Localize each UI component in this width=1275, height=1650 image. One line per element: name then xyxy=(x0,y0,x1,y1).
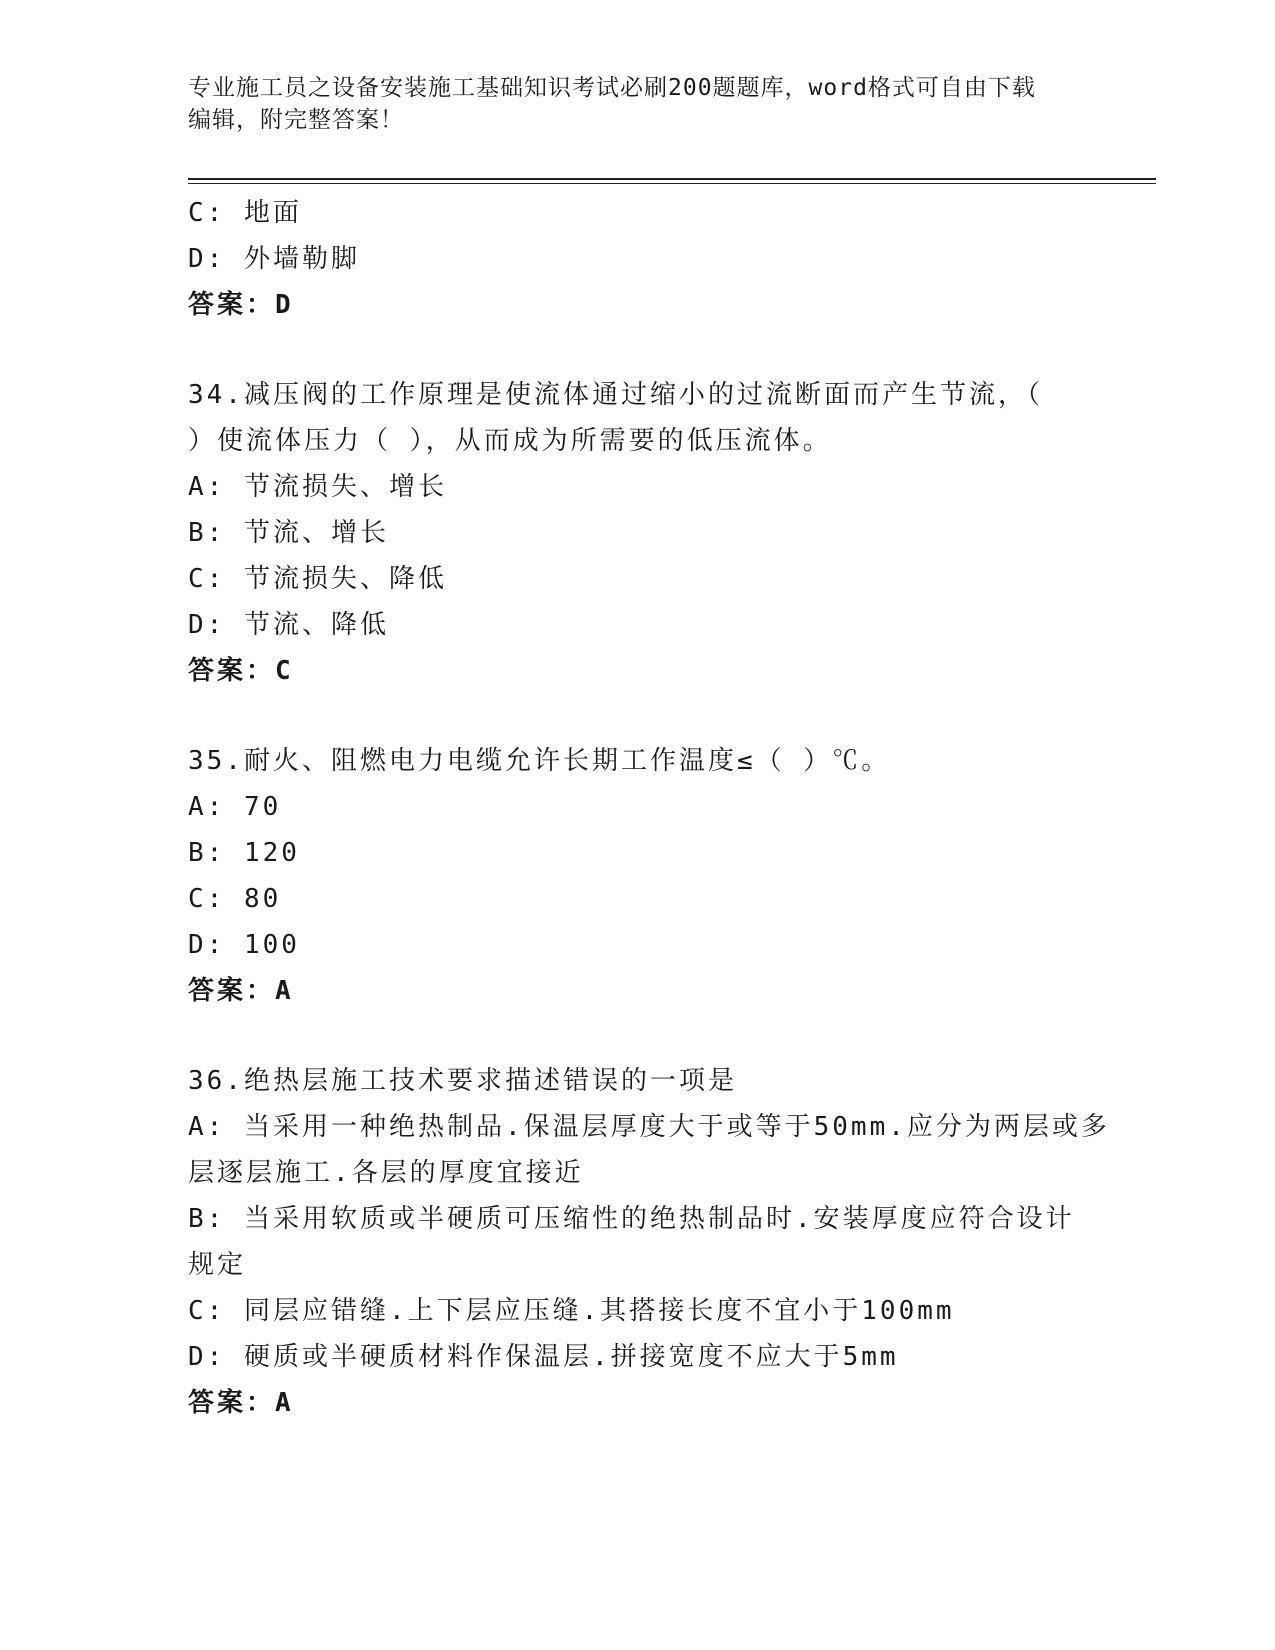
question-34 xyxy=(188,372,1088,694)
option-b: B: 120 xyxy=(188,838,300,868)
option-a: A: 70 xyxy=(188,792,282,822)
option-c: C: 80 xyxy=(188,884,282,914)
option-b: B: 当采用软质或半硬质可压缩性的绝热制品时.安装厚度应符合设计 xyxy=(188,1204,1075,1234)
spacer xyxy=(188,328,1088,372)
option-d: D: 硬质或半硬质材料作保温层.拼接宽度不应大于5mm xyxy=(188,1342,899,1372)
question-36 xyxy=(188,1058,1110,1426)
option-d: D: 外墙勒脚 xyxy=(188,244,360,274)
answer-line: 答案：D xyxy=(188,290,294,320)
option-a: A: 节流损失、增长 xyxy=(188,472,447,502)
question-text: ）使流体压力（ ），从而成为所需要的低压流体。 xyxy=(188,426,832,456)
option-c: C: 同层应错缝.上下层应压缝.其搭接长度不宜小于100mm xyxy=(188,1296,955,1326)
header-line-2: 编辑，附完整答案！ xyxy=(188,107,404,133)
answer-line: 答案：A xyxy=(188,1388,294,1418)
header-rule-thin xyxy=(188,183,1156,184)
question-text: 34.减压阀的工作原理是使流体通过缩小的过流断面而产生节流，（ xyxy=(188,380,1043,410)
question-text: 35.耐火、阻燃电力电缆允许长期工作温度≤（ ）℃。 xyxy=(188,746,891,776)
option-c: C: 节流损失、降低 xyxy=(188,564,447,594)
option-b: B: 节流、增长 xyxy=(188,518,389,548)
option-a-cont: 层逐层施工.各层的厚度宜接近 xyxy=(188,1158,584,1188)
option-b-cont: 规定 xyxy=(188,1250,247,1280)
document-header xyxy=(188,72,1088,136)
answer-line: 答案：A xyxy=(188,976,294,1006)
option-d: D: 节流、降低 xyxy=(188,610,389,640)
question-text: 36.绝热层施工技术要求描述错误的一项是 xyxy=(188,1066,737,1096)
question-list xyxy=(188,190,1110,1426)
question-35 xyxy=(188,738,1088,1014)
header-line-1: 专业施工员之设备安装施工基础知识考试必刷200题题库，word格式可自由下载 xyxy=(188,75,1036,101)
spacer xyxy=(188,694,1088,738)
option-d: D: 100 xyxy=(188,930,300,960)
option-c: C: 地面 xyxy=(188,198,302,228)
header-rule-thick xyxy=(188,178,1156,180)
option-a: A: 当采用一种绝热制品.保温层厚度大于或等于50mm.应分为两层或多 xyxy=(188,1112,1110,1142)
spacer xyxy=(188,1014,1088,1058)
question-33-tail xyxy=(188,190,1088,328)
answer-line: 答案：C xyxy=(188,656,294,686)
